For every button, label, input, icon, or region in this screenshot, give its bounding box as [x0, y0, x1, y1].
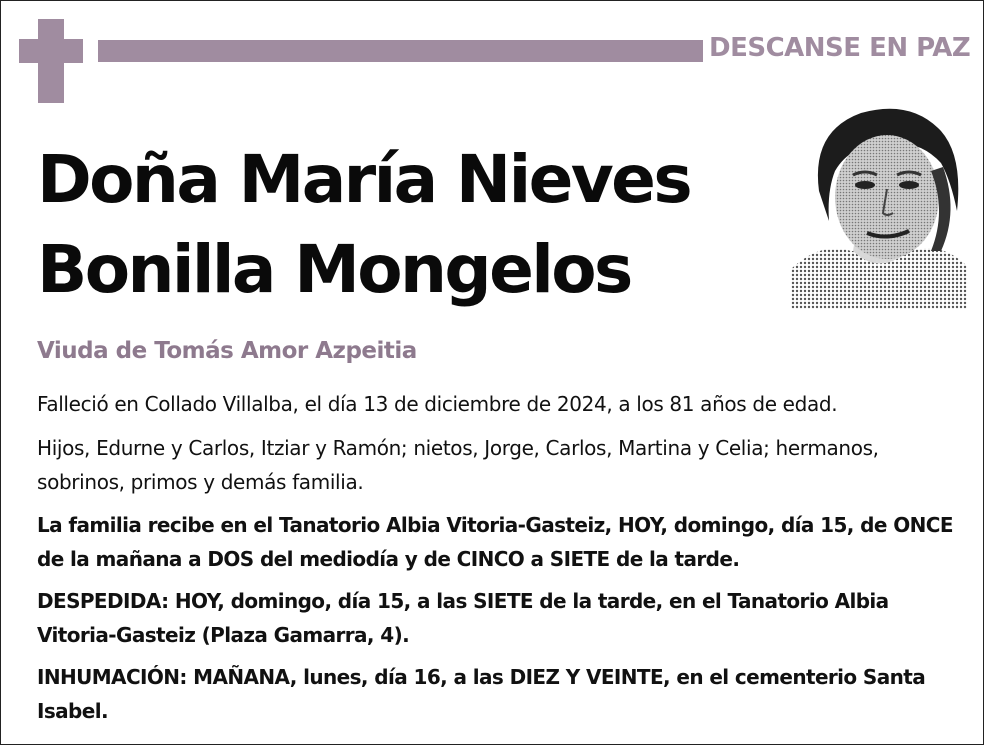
burial-info: INHUMACIÓN: MAÑANA, lunes, día 16, a las DIEZ Y VEINTE, en el cementerio Santa Isabel.: [37, 665, 926, 723]
spouse-subtitle: Viuda de Tomás Amor Azpeitia: [37, 338, 417, 364]
portrait-image: [791, 101, 967, 309]
header-label: DESCANSE EN PAZ: [709, 33, 971, 63]
portrait-photo: [791, 101, 967, 309]
name-line-1: Doña María Nieves: [37, 141, 691, 218]
death-notice: Falleció en Collado Villalba, el día 13 de diciembre de 2024, a los 81 años de edad.: [37, 392, 838, 416]
deceased-name: [37, 135, 757, 315]
name-line-2: Bonilla Mongelos: [37, 231, 631, 308]
farewell-info: DESPEDIDA: HOY, domingo, día 15, a las SIETE de la tarde, en el Tanatorio Albia Vitoria-Gasteiz (Plaza Gamarra, 4).: [37, 589, 889, 647]
cross-icon-bar: [19, 39, 83, 63]
visitation-info: La familia recibe en el Tanatorio Albia Vitoria-Gasteiz, HOY, domingo, día 15, de ONCE de la mañana a DOS del mediodía y de CINCO a SIETE de la tarde.: [37, 513, 953, 571]
header-bar: [98, 40, 703, 62]
family-list: Hijos, Edurne y Carlos, Itziar y Ramón; nietos, Jorge, Carlos, Martina y Celia; hermanos, sobrinos, primos y demás familia.: [37, 436, 879, 494]
